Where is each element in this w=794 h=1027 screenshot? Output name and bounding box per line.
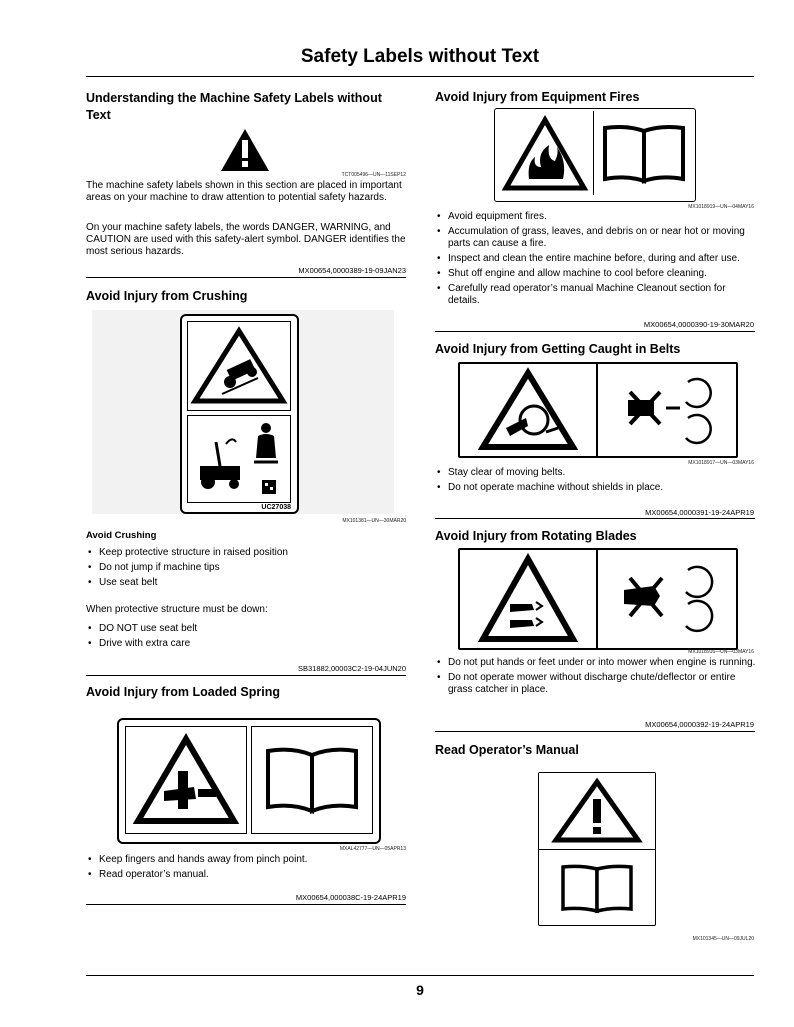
pinch-point-warning-icon — [134, 735, 238, 825]
bullet-list — [86, 854, 406, 884]
subheading-avoid-crushing: Avoid Crushing — [86, 530, 157, 541]
rollover-warning-icon — [192, 328, 286, 404]
operator-manual-icon — [559, 863, 635, 915]
reference-code: MX00654,0000391-19-24APR19 — [645, 508, 754, 517]
read-manual-safety-label — [538, 772, 656, 926]
belt-hazard-panel — [460, 364, 598, 456]
section-rule — [435, 331, 755, 332]
reference-code: MX00654,000038C-19-24APR19 — [295, 893, 406, 902]
reference-code: MX00654,0000389-19-09JAN23 — [298, 266, 406, 275]
blade-hazard-panel — [460, 550, 598, 648]
list-item: • Do not jump if machine tips — [86, 562, 406, 574]
belt-entanglement-warning-icon — [480, 370, 576, 450]
seat-belt-rops-icon — [194, 420, 284, 498]
list-item: • Stay clear of moving belts. — [435, 467, 757, 479]
operator-manual-icon — [262, 745, 362, 815]
figure-id: TCT005496—UN—11SEP12 — [341, 172, 406, 178]
bullet-list — [86, 623, 406, 653]
list-item: • Use seat belt — [86, 577, 406, 589]
reference-code: MX00654,0000392-19-24APR19 — [645, 720, 754, 729]
bullet-list — [435, 657, 757, 699]
crushing-hazard-panel — [187, 321, 291, 411]
safety-alert-icon — [219, 127, 271, 173]
figure-id: MXAL42777—UN—05APR13 — [339, 846, 406, 852]
belt-safety-label — [458, 362, 738, 458]
page-title: Safety Labels without Text — [300, 46, 540, 67]
blade-warning-icon — [480, 556, 576, 642]
section-rule — [86, 277, 406, 278]
alert-panel — [539, 773, 655, 850]
reference-code: SB31882,00003C2-19-04JUN20 — [298, 664, 406, 673]
section-rule — [435, 518, 755, 519]
keep-away-rotating-icon — [624, 372, 724, 448]
paragraph: On your machine safety labels, the words DANGER, WARNING, and CAUTION are used with this safety-alert symbol. DANGER identifies the most serious hazards. — [86, 222, 406, 257]
heading-belts: Avoid Injury from Getting Caught in Belts — [435, 342, 681, 356]
bullet-list — [435, 467, 757, 497]
paragraph: When protective structure must be down: — [86, 604, 268, 615]
blade-safety-label — [458, 548, 738, 650]
bullet-list — [86, 547, 406, 592]
fire-warning-icon — [503, 117, 587, 191]
fire-hazard-panel — [497, 111, 594, 195]
list-item: • Keep protective structure in raised position — [86, 547, 406, 559]
crushing-instruction-panel — [187, 415, 291, 503]
manual-panel — [251, 726, 373, 834]
heading-equipment-fires: Avoid Injury from Equipment Fires — [435, 90, 640, 104]
figure-id: MX1018919—UN—04MAY16 — [688, 204, 754, 210]
keep-hands-away-icon — [620, 560, 724, 638]
heading-loaded-spring: Avoid Injury from Loaded Spring — [86, 685, 280, 699]
list-item: • Read operator’s manual. — [86, 869, 406, 881]
fire-safety-label — [494, 108, 696, 202]
figure-id: MX1018916—UN—03MAY16 — [688, 649, 754, 655]
list-item: • Shut off engine and allow machine to cool before cleaning. — [435, 268, 757, 280]
operator-manual-icon — [601, 123, 687, 185]
list-item: • Inspect and clean the entire machine before, during and after use. — [435, 253, 757, 265]
label-code: UC27038 — [261, 504, 291, 511]
list-item: • Do not operate mower without discharge chute/deflector or entire grass catcher in place. — [435, 672, 757, 696]
figure-id: MX101381—UN—30MAR20 — [342, 518, 406, 524]
bullet-list — [435, 211, 757, 310]
list-item: • Avoid equipment fires. — [435, 211, 757, 223]
list-item: • Accumulation of grass, leaves, and debris on or near hot or moving parts can cause a fire. — [435, 226, 757, 250]
section-rule — [435, 731, 755, 732]
list-item: • Carefully read operator’s manual Machine Cleanout section for details. — [435, 283, 757, 307]
footer-rule — [86, 975, 754, 976]
list-item: • Drive with extra care — [86, 638, 406, 650]
figure-id: MX1018917—UN—03MAY16 — [688, 460, 754, 466]
paragraph: The machine safety labels shown in this section are placed in important areas on your machine to draw attention to potential safety hazards. — [86, 180, 402, 203]
figure-id: MX101345—UN—09JUL20 — [692, 936, 754, 942]
spring-hazard-panel — [125, 726, 247, 834]
heading-understanding-labels: Understanding the Machine Safety Labels without Text — [86, 91, 382, 122]
page-number: 9 — [416, 982, 424, 998]
list-item: • Do not operate machine without shields in place. — [435, 482, 757, 494]
safety-alert-warning-icon — [553, 779, 641, 843]
section-rule — [86, 675, 406, 676]
heading-read-manual: Read Operator’s Manual — [435, 743, 579, 757]
list-item: • DO NOT use seat belt — [86, 623, 406, 635]
loaded-spring-safety-label — [117, 718, 381, 844]
title-rule — [86, 76, 754, 77]
heading-crushing: Avoid Injury from Crushing — [86, 289, 248, 303]
section-rule — [86, 904, 406, 905]
heading-rotating-blades: Avoid Injury from Rotating Blades — [435, 529, 637, 543]
list-item: • Do not put hands or feet under or into mower when engine is running. — [435, 657, 757, 669]
list-item: • Keep fingers and hands away from pinch point. — [86, 854, 406, 866]
reference-code: MX00654,0000390-19-30MAR20 — [643, 320, 754, 329]
crushing-safety-label — [180, 314, 299, 514]
